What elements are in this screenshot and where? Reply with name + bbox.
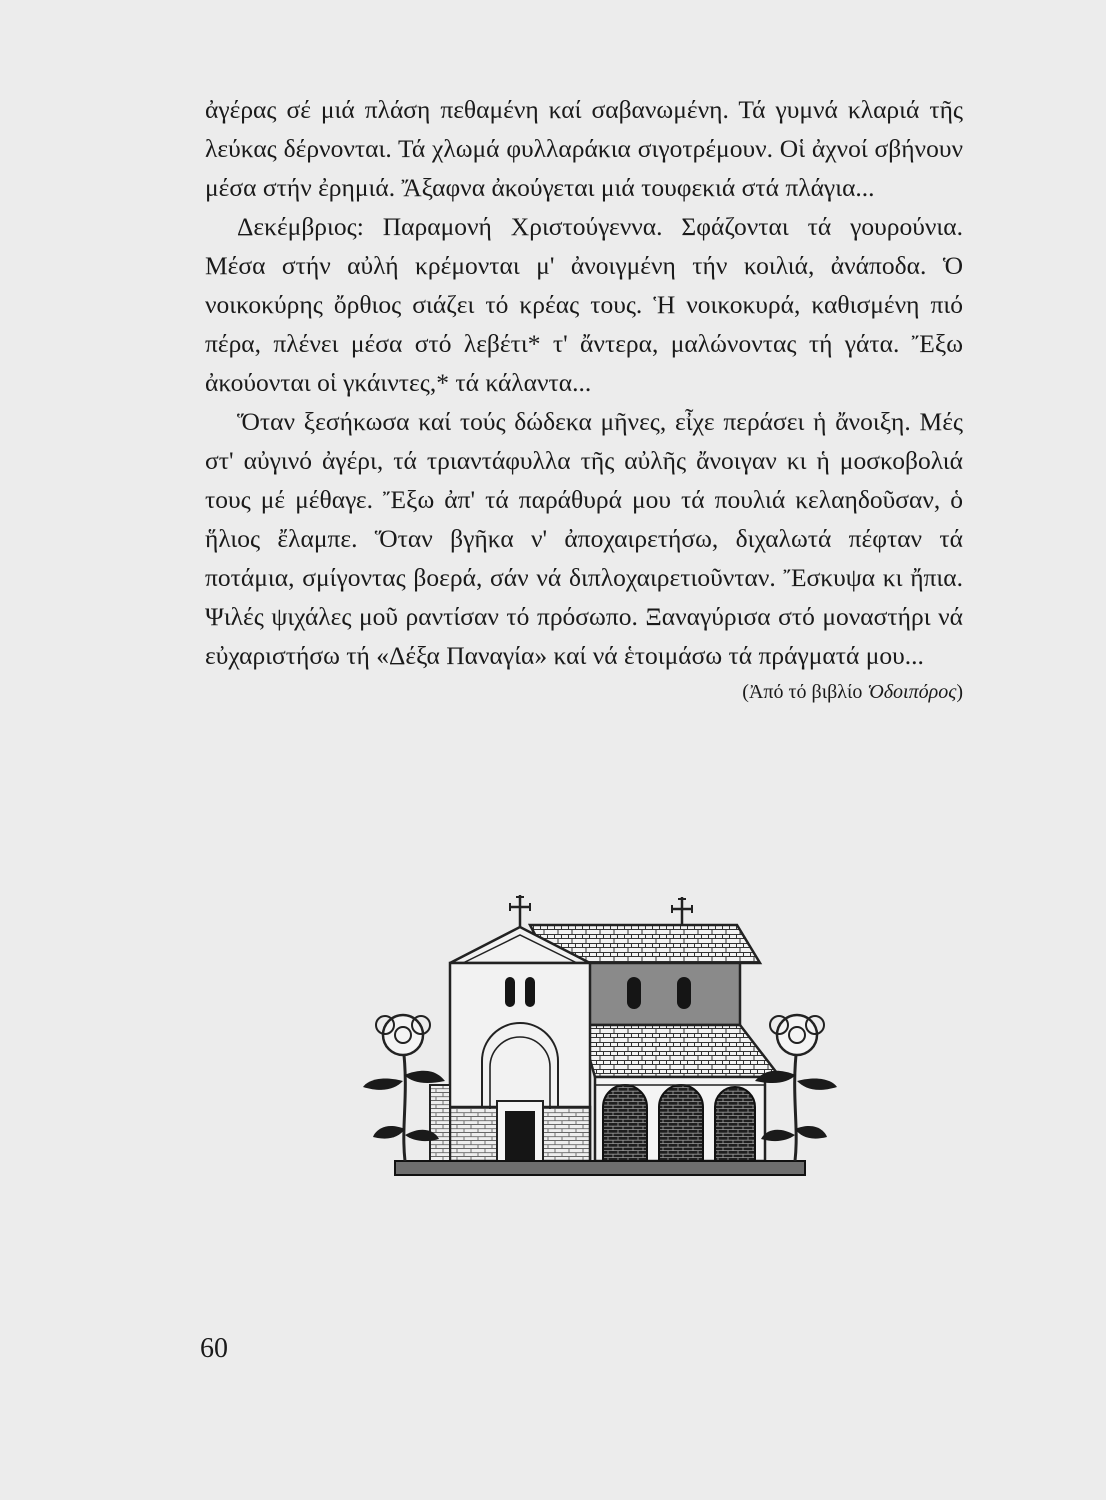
source-suffix: ) [956, 681, 963, 703]
flower-right-icon [755, 1015, 837, 1161]
main-text [205, 90, 963, 707]
source-prefix: (Ἀπό τό βιβλίο [742, 681, 863, 703]
source-citation [205, 677, 963, 707]
church-illustration [355, 885, 845, 1185]
page-number: 60 [200, 1333, 228, 1364]
paragraph-2: Δεκέμβριος: Παραμονή Χριστούγεννα. Σφάζονται τά γουρούνια. Μέσα στήν αὐλή κρέμονται μ' ἀνοιγμένη τήν κοιλιά, ἀνάποδα. Ὁ νοικοκύρης ὄρθιος σιάζει τό κρέας τους. Ἡ νοικοκυρά, καθισμένη πιό πέρα, πλένει μέσα στό λεβέτι* τ' ἄντερα, μαλώνοντας τή γάτα. Ἔξω ἀκούονται οἱ γκάιντες,* τά κάλαντα... [205, 212, 963, 397]
paragraph-3: Ὅταν ξεσήκωσα καί τούς δώδεκα μῆνες, εἶχε περάσει ἡ ἄνοιξη. Μές στ' αὐγινό ἀγέρι, τά τριαντάφυλλα τῆς αὐλῆς ἄνοιγαν κι ἡ μοσκοβολιά τους μέ μέθαγε. Ἔξω ἀπ' τά παράθυρά μου τά πουλιά κελαηδοῦσαν, ὁ ἥλιος ἔλαμπε. Ὅταν βγῆκα ν' ἀποχαιρετήσω, διχαλωτά πέφταν τά ποτάμια, σμίγοντας βοερά, σάν νά διπλοχαιρετιοῦνταν. Ἔσκυψα κι ἤπια. Ψιλές ψιχάλες μοῦ ραντίσαν τό πρόσωπο. Ξαναγύρισα στό μοναστήρι νά εὐχαριστήσω τή «Δέξα Παναγία» καί νά ἑτοιμάσω τά πράγματά μου... [205, 407, 963, 670]
source-book-title: Ὁδοιπόρος [867, 681, 957, 703]
paragraph-1: ἀγέρας σέ μιά πλάση πεθαμένη καί σαβανωμένη. Τά γυμνά κλαριά τῆς λεύκας δέρνονται. Τά χλωμά φυλλαράκια σιγοτρέμουν. Οἱ ἀχνοί σβήνουν μέσα στήν ἐρημιά. Ἄξαφνα ἀκούγεται μιά τουφεκιά στά πλάγια... [205, 95, 963, 202]
